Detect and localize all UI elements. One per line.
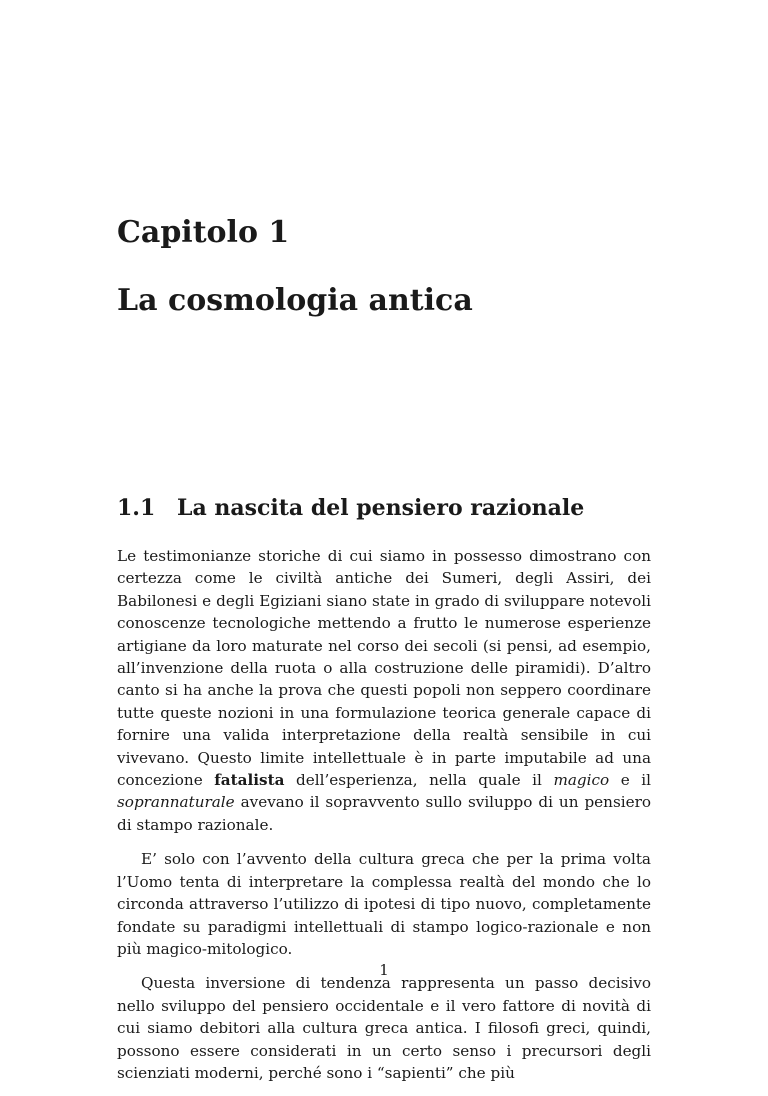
section-heading: [117, 494, 584, 522]
paragraph-1-text-a: Le testimonianze storiche di cui siamo in possesso dimostrano con certezza come le civiltà antiche dei Sumeri, degli Assiri, dei Babilonesi e degli Egiziani siano state in grado di sviluppare notevoli conoscenze tecnologiche mettendo a frutto le numerose esperienze artigiane da loro maturate nel corso dei secoli (si pensi, ad esempio, all’invenzione della ruota o alla costruzione delle piramidi). D’altro canto si ha anche la prova che questi popoli non seppero coordinare tutte queste nozioni in una formulazione teorica generale capace di fornire una valida interpretazione della realtà sensibile in cui vivevano. Questo limite intellettuale è in parte imputabile ad una concezione: [117, 547, 651, 790]
paragraph-3: Questa inversione di tendenza rappresenta un passo decisivo nello sviluppo del pensiero occidentale e il vero fattore di novità di cui siamo debitori alla cultura greca antica. I filosofi greci, quindi, possono essere considerati in un certo senso i precursori degli scienziati moderni, perché sono i “sapienti” che più: [117, 974, 651, 1082]
paragraph-1: [117, 545, 651, 836]
chapter-title: La cosmologia antica: [117, 283, 473, 318]
paragraph-2: E’ solo con l’avvento della cultura greca che per la prima volta l’Uomo tenta di interpretare la complessa realtà del mondo che lo circonda attraverso l’utilizzo di ipotesi di tipo nuovo, completamente fondate su paradigmi intellettuali di stampo logico-razionale e non più magico-mitologico.: [117, 850, 651, 958]
paragraph-1-text-d: avevano il sopravvento sullo sviluppo di un pensiero di stampo razionale.: [117, 793, 651, 834]
chapter-label: Capitolo 1: [117, 215, 290, 250]
body-text: [117, 545, 651, 1096]
section-title: La nascita del pensiero razionale: [177, 495, 585, 521]
paragraph-1-text-c: e il: [609, 771, 651, 790]
section-number: 1.1: [117, 495, 156, 521]
paragraph-1-bold-term: fatalista: [214, 771, 285, 790]
paragraph-1-italic-term-1: magico: [553, 771, 610, 790]
paragraph-1-text-b: dell’esperienza, nella quale il: [284, 771, 554, 790]
page-number: 1: [379, 961, 389, 979]
paragraph-1-italic-term-2: soprannaturale: [117, 793, 235, 812]
